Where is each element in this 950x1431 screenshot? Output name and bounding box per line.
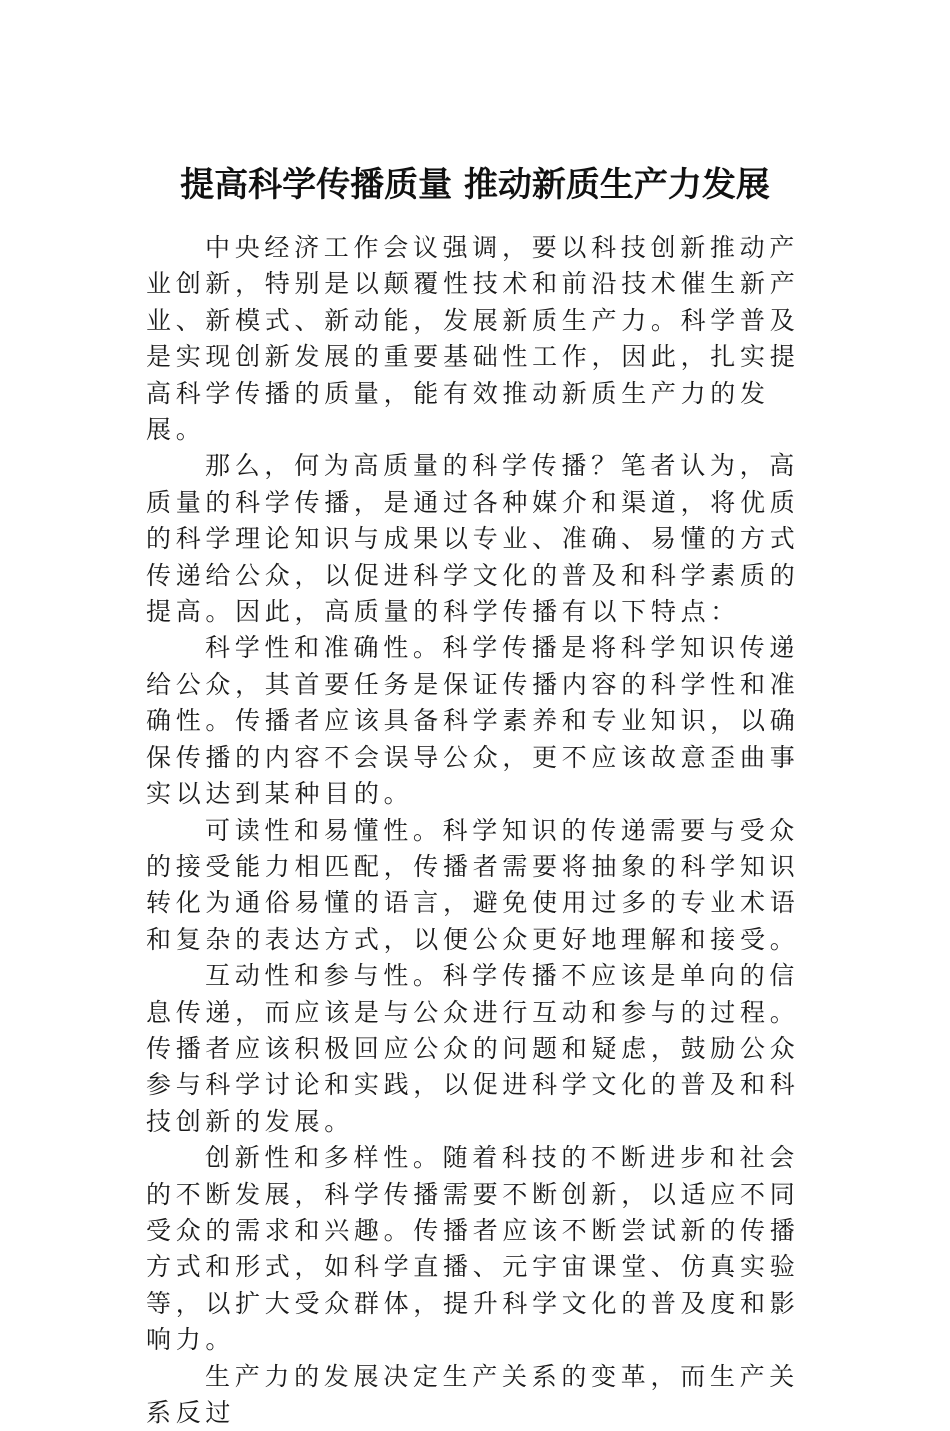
paragraph-2: 那么，何为高质量的科学传播？笔者认为，高质量的科学传播，是通过各种媒介和渠道，将优质的科学理论知识与成果以专业、准确、易懂的方式传递给公众，以促进科学文化的普及和科学素质的提高。因此，高质量的科学传播有以下特点：: [146, 451, 800, 627]
paragraph-6: 创新性和多样性。随着科技的不断进步和社会的不断发展，科学传播需要不断创新，以适应不同受众的需求和兴趣。传播者应该不断尝试新的传播方式和形式，如科学直播、元宇宙课堂、仿真实验等，以扩大受众群体，提升科学文化的普及度和影响力。: [146, 1143, 800, 1355]
document-body: [146, 230, 806, 1431]
paragraph-1: 中央经济工作会议强调，要以科技创新推动产业创新，特别是以颠覆性技术和前沿技术催生新产业、新模式、新动能，发展新质生产力。科学普及是实现创新发展的重要基础性工作，因此，扎实提高科学传播的质量，能有效推动新质生产力的发展。: [146, 233, 800, 445]
paragraph-7: 生产力的发展决定生产关系的变革，而生产关系反过: [146, 1361, 800, 1427]
paragraph-4: 可读性和易懂性。科学知识的传递需要与受众的接受能力相匹配，传播者需要将抽象的科学知识转化为通俗易懂的语言，避免使用过多的专业术语和复杂的表达方式，以便公众更好地理解和接受。: [146, 815, 800, 954]
paragraph-5: 互动性和参与性。科学传播不应该是单向的信息传递，而应该是与公众进行互动和参与的过程。传播者应该积极回应公众的问题和疑虑，鼓励公众参与科学讨论和实践，以促进科学文化的普及和科技创新的发展。: [146, 961, 800, 1136]
document-title: 提高科学传播质量 推动新质生产力发展: [180, 165, 770, 205]
paragraph-3: 科学性和准确性。科学传播是将科学知识传递给公众，其首要任务是保证传播内容的科学性和准确性。传播者应该具备科学素养和专业知识，以确保传播的内容不会误导公众，更不应该故意歪曲事实以达到某种目的。: [146, 633, 800, 809]
